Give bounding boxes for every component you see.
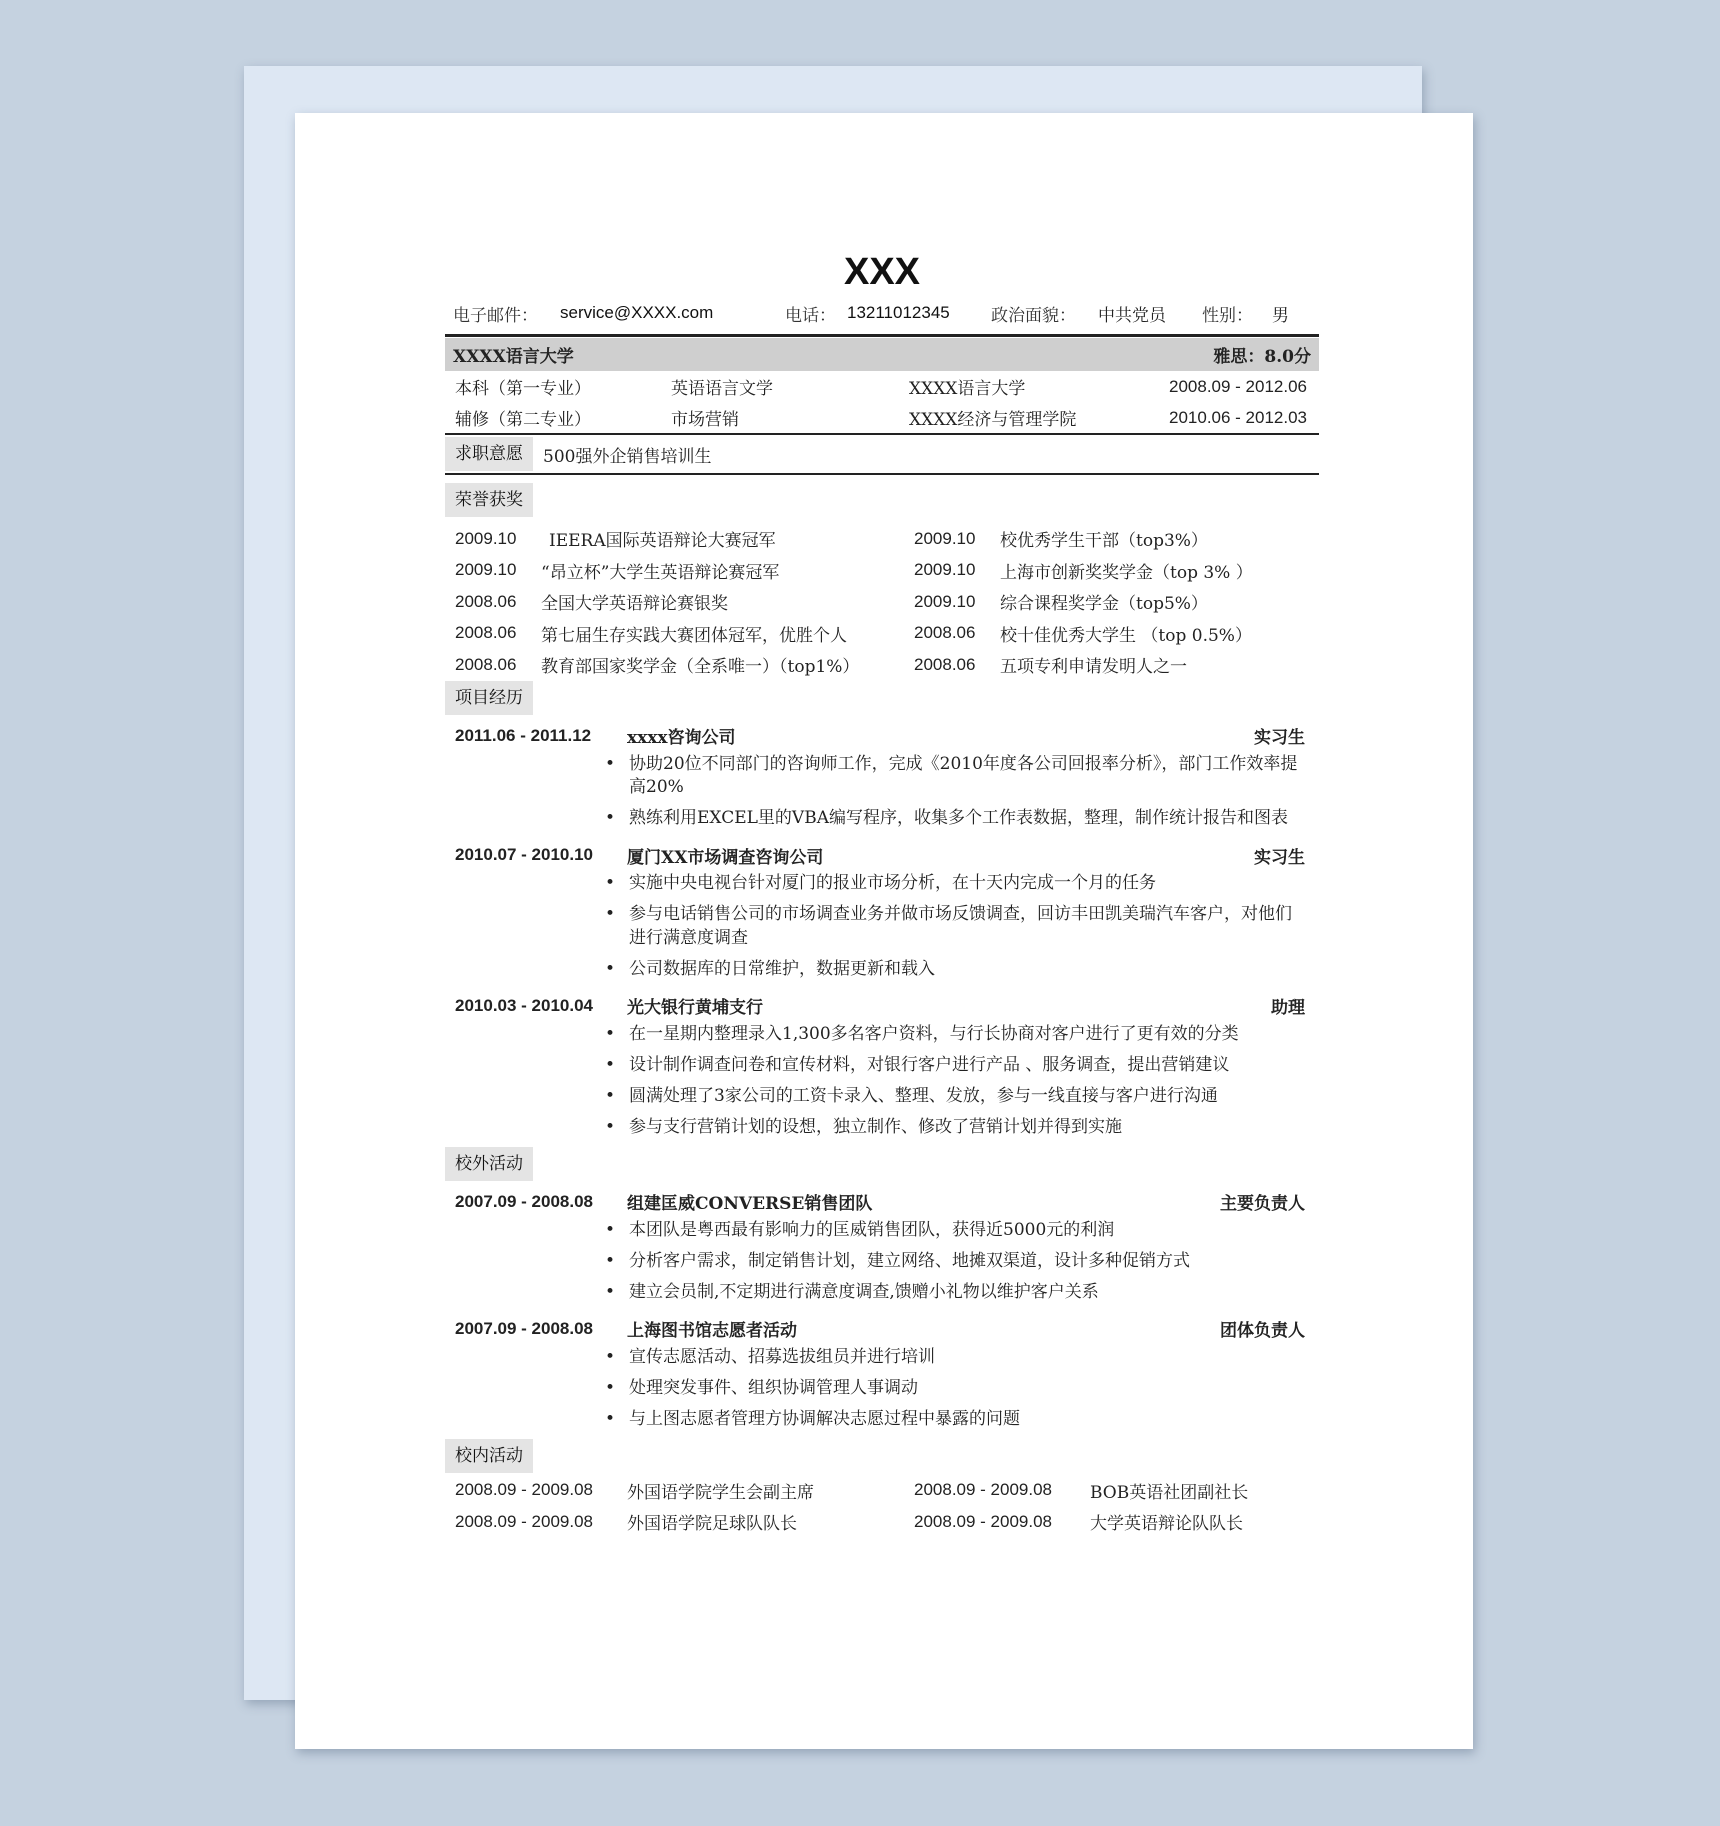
activity-role: 主要负责人 — [1220, 1194, 1305, 1214]
list-item: • 公司数据库的日常维护，数据更新和载入 — [629, 958, 1305, 982]
project-bullets — [445, 1023, 1319, 1140]
award-date: 2009.10 — [455, 528, 517, 548]
major: 市场营销 — [671, 410, 739, 430]
award-item — [445, 618, 860, 650]
campus-left-column — [445, 1475, 860, 1538]
projects-section-head — [445, 681, 1319, 717]
project-period: 2010.07 - 2010.10 — [455, 845, 594, 864]
degree: 辅修（第二专业） — [455, 410, 591, 430]
politics-label: 政治面貌： — [991, 305, 1076, 326]
list-item: • 本团队是粤西最有影响力的匡威销售团队，获得近5000元的利润 — [629, 1219, 1305, 1243]
project-org: xxxx咨询公司 — [627, 728, 736, 748]
period: 2008.09 - 2012.06 — [1169, 376, 1308, 396]
list-item: • 协助20位不同部门的咨询师工作，完成《2010年度各公司回报率分析》，部门工作效率提高20% — [629, 753, 1305, 800]
award-item — [904, 618, 1319, 650]
activity-role: 团体负责人 — [1220, 1321, 1305, 1341]
campus-text: 大学英语辩论队队长 — [1090, 1514, 1243, 1535]
project-header — [445, 989, 1319, 1023]
projects-list — [445, 719, 1319, 1140]
awards-right-column — [860, 523, 1319, 681]
activity-org: 组建匡威CONVERSE销售团队 — [627, 1194, 873, 1214]
award-item — [445, 555, 860, 587]
award-text: “昂立杯”大学生英语辩论赛冠军 — [541, 562, 780, 583]
politics-value: 中共党员 — [1098, 305, 1166, 326]
projects-title: 项目经历 — [445, 681, 533, 715]
campus-section-head — [445, 1439, 1319, 1475]
project-header — [445, 838, 1319, 872]
activity-bullets — [445, 1346, 1319, 1432]
list-item: • 处理突发事件、组织协调管理人事调动 — [629, 1377, 1305, 1401]
activity-header — [445, 1185, 1319, 1219]
campus-text: 外国语学院学生会副主席 — [627, 1482, 814, 1503]
award-date: 2008.06 — [455, 623, 517, 643]
project-role: 助理 — [1271, 998, 1305, 1018]
school: XXXX经济与管理学院 — [909, 410, 1077, 430]
award-date: 2008.06 — [914, 623, 976, 643]
list-item: • 宣传志愿活动、招募选拔组员并进行培训 — [629, 1346, 1305, 1370]
campus-period: 2008.09 - 2009.08 — [914, 1511, 1053, 1531]
award-text: 第七届生存实践大赛团体冠军，优胜个人 — [541, 625, 847, 646]
awards-section-head — [445, 483, 1319, 519]
award-item — [904, 523, 1319, 555]
award-item — [445, 649, 860, 681]
award-date: 2008.06 — [455, 654, 517, 674]
email-value: service@XXXX.com — [560, 303, 714, 322]
resume-content — [445, 248, 1319, 1538]
project-period: 2010.03 - 2010.04 — [455, 995, 594, 1015]
list-item: • 圆满处理了3家公司的工资卡录入、整理、发放，参与一线直接与客户进行沟通 — [629, 1085, 1305, 1109]
awards-title: 荣誉获奖 — [445, 483, 533, 517]
intent-divider — [445, 473, 1319, 475]
award-date: 2008.06 — [914, 654, 976, 674]
campus-item — [904, 1475, 1319, 1507]
ielts-score: 雅思：8.0分 — [1213, 347, 1311, 367]
award-text: IEERA国际英语辩论大赛冠军 — [549, 531, 776, 552]
activity-bullets — [445, 1219, 1319, 1305]
award-text: 全国大学英语辩论赛银奖 — [541, 594, 728, 615]
education-row — [445, 371, 1319, 402]
award-text: 上海市创新奖奖学金（top 3% ） — [1000, 562, 1253, 583]
project-period: 2011.06 - 2011.12 — [455, 725, 592, 745]
award-item — [904, 649, 1319, 681]
award-item — [904, 555, 1319, 587]
campus-list — [445, 1475, 1319, 1538]
campus-item — [904, 1506, 1319, 1538]
project-org: 厦门XX市场调查咨询公司 — [627, 847, 824, 868]
award-date: 2008.06 — [455, 591, 517, 611]
project-header — [445, 719, 1319, 753]
header-divider — [445, 334, 1319, 337]
job-intent-label: 求职意愿 — [445, 437, 533, 471]
phone-value: 13211012345 — [847, 303, 950, 322]
activity-period: 2007.09 - 2008.08 — [455, 1191, 594, 1211]
list-item: • 分析客户需求，制定销售计划，建立网络、地摊双渠道，设计多种促销方式 — [629, 1250, 1305, 1274]
education-row — [445, 402, 1319, 433]
list-item: • 参与支行营销计划的设想，独立制作、修改了营销计划并得到实施 — [629, 1116, 1305, 1140]
awards-left-column — [445, 523, 860, 681]
project-bullets — [445, 753, 1319, 831]
email-label: 电子邮件： — [453, 305, 538, 326]
university-bar — [445, 338, 1319, 371]
awards-list — [445, 523, 1319, 681]
campus-item — [445, 1475, 860, 1507]
campus-period: 2008.09 - 2009.08 — [455, 1511, 594, 1531]
award-date: 2009.10 — [455, 560, 517, 580]
list-item: • 参与电话销售公司的市场调查业务并做市场反馈调查，回访丰田凯美瑞汽车客户，对他们进行满意度调查 — [629, 903, 1305, 950]
external-list — [445, 1185, 1319, 1432]
award-date: 2009.10 — [914, 591, 976, 611]
award-item — [904, 586, 1319, 618]
activity-period: 2007.09 - 2008.08 — [455, 1318, 594, 1338]
phone-label: 电话： — [785, 305, 836, 326]
job-intent-row — [445, 435, 1319, 473]
award-text: 教育部国家奖学金（全系唯一）（top1%） — [541, 657, 860, 678]
external-section-head — [445, 1147, 1319, 1183]
award-text: 五项专利申请发明人之一 — [1000, 657, 1187, 678]
award-date: 2009.10 — [914, 528, 976, 548]
project-role: 实习生 — [1254, 728, 1305, 748]
contact-row — [445, 298, 1319, 328]
campus-period: 2008.09 - 2009.08 — [914, 1480, 1053, 1500]
campus-item — [445, 1506, 860, 1538]
campus-period: 2008.09 - 2009.08 — [455, 1480, 594, 1500]
activity-header — [445, 1312, 1319, 1346]
award-date: 2009.10 — [914, 560, 976, 580]
campus-text: BOB英语社团副社长 — [1090, 1482, 1249, 1503]
project-role: 实习生 — [1254, 847, 1305, 868]
activity-org: 上海图书馆志愿者活动 — [627, 1321, 797, 1341]
campus-title: 校内活动 — [445, 1439, 533, 1473]
campus-text: 外国语学院足球队队长 — [627, 1514, 797, 1535]
list-item: • 实施中央电视台针对厦门的报业市场分析，在十天内完成一个月的任务 — [629, 872, 1305, 896]
award-text: 校优秀学生干部（top3%） — [1000, 531, 1208, 552]
job-intent-value: 500强外企销售培训生 — [543, 446, 712, 467]
list-item: • 与上图志愿者管理方协调解决志愿过程中暴露的问题 — [629, 1408, 1305, 1432]
project-org: 光大银行黄埔支行 — [627, 998, 763, 1018]
resume-page — [295, 113, 1473, 1749]
gender-value: 男 — [1272, 305, 1289, 326]
school: XXXX语言大学 — [909, 379, 1026, 399]
list-item: • 熟练利用EXCEL里的VBA编写程序，收集多个工作表数据，整理，制作统计报告和图表 — [629, 807, 1305, 831]
award-item — [445, 586, 860, 618]
major: 英语语言文学 — [671, 379, 773, 399]
list-item: • 建立会员制,不定期进行满意度调查,馈赠小礼物以维护客户关系 — [629, 1281, 1305, 1305]
list-item: • 设计制作调查问卷和宣传材料，对银行客户进行产品 、服务调查，提出营销建议 — [629, 1054, 1305, 1078]
university-name: XXXX语言大学 — [453, 347, 574, 367]
list-item: • 在一星期内整理录入1,300多名客户资料，与行长协商对客户进行了更有效的分类 — [629, 1023, 1305, 1047]
education-list — [445, 371, 1319, 433]
gender-label: 性别： — [1202, 305, 1253, 326]
degree: 本科（第一专业） — [455, 379, 591, 399]
period: 2010.06 - 2012.03 — [1169, 407, 1308, 427]
applicant-name: XXX — [843, 251, 921, 293]
award-item — [445, 523, 860, 555]
award-text: 综合课程奖学金（top5%） — [1000, 594, 1208, 615]
campus-right-column — [860, 1475, 1319, 1538]
project-bullets — [445, 872, 1319, 981]
award-text: 校十佳优秀大学生 （top 0.5%） — [1000, 625, 1252, 646]
external-title: 校外活动 — [445, 1147, 533, 1181]
